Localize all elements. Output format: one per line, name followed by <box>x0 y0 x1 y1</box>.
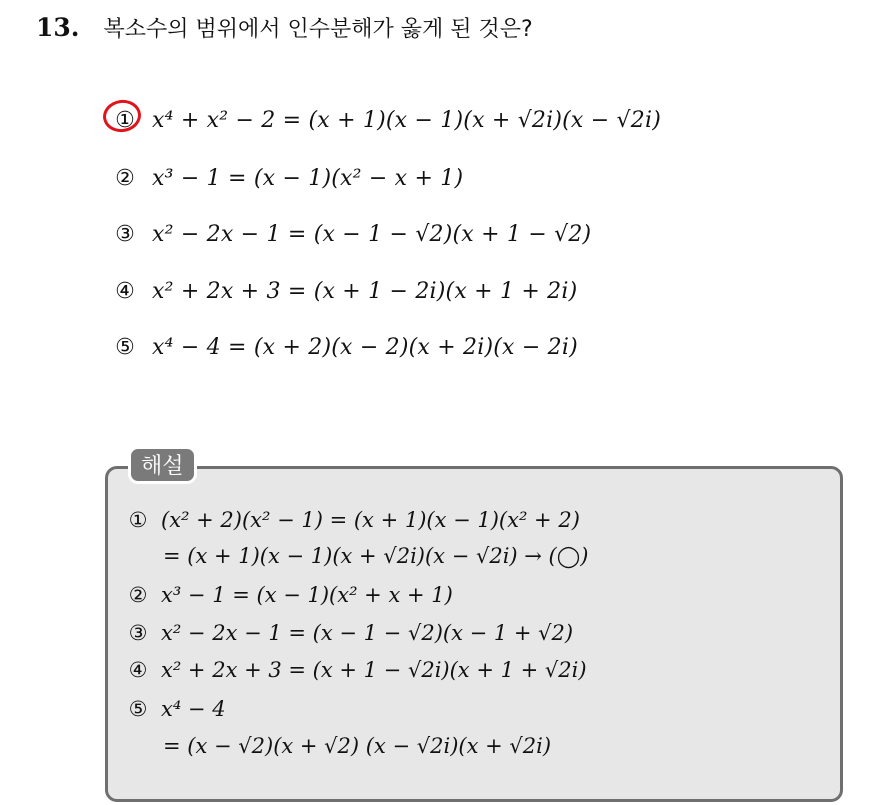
choice-expression: x² − 2x − 1 = (x − 1 − √2)(x + 1 − √2) <box>152 221 592 247</box>
choice-mark: ① <box>115 107 135 133</box>
solution-line-4 <box>125 617 573 649</box>
choice-1[interactable] <box>112 103 661 137</box>
choice-mark: ④ <box>115 278 135 304</box>
solution-label: 해설 <box>128 446 197 484</box>
choice-mark: ③ <box>115 221 135 247</box>
solution-mark: ③ <box>128 621 148 645</box>
solution-line-5 <box>125 654 587 686</box>
choice-5[interactable] <box>112 330 578 364</box>
question-text: 복소수의 범위에서 인수분해가 옳게 된 것은? <box>103 17 533 42</box>
choice-expression: x³ − 1 = (x − 1)(x² − x + 1) <box>152 165 464 191</box>
solution-mark: ④ <box>128 658 148 682</box>
solution-mark: ① <box>128 508 148 532</box>
solution-expression: = (x − √2)(x + √2) (x − √2i)(x + √2i) <box>163 734 552 758</box>
solution-line-6 <box>125 693 226 725</box>
solution-line-3 <box>125 579 453 611</box>
solution-line-7 <box>163 730 551 762</box>
solution-expression: x⁴ − 4 <box>161 697 226 721</box>
solution-expression: x² + 2x + 3 = (x + 1 − √2i)(x + 1 + √2i) <box>161 658 587 682</box>
solution-expression: = (x + 1)(x − 1)(x + √2i)(x − √2i) → (◯) <box>163 544 589 568</box>
question-header <box>36 12 533 46</box>
choice-expression: x⁴ + x² − 2 = (x + 1)(x − 1)(x + √2i)(x − √2i) <box>152 107 661 133</box>
choice-3[interactable] <box>112 217 591 251</box>
solution-mark: ② <box>128 583 148 607</box>
solution-expression: x² − 2x − 1 = (x − 1 − √2)(x − 1 + √2) <box>161 621 574 645</box>
solution-mark: ⑤ <box>128 697 148 721</box>
choice-mark: ② <box>115 165 135 191</box>
solution-expression: (x² + 2)(x² − 1) = (x + 1)(x − 1)(x² + 2) <box>161 508 580 532</box>
choice-mark: ⑤ <box>115 334 135 360</box>
choice-expression: x² + 2x + 3 = (x + 1 − 2i)(x + 1 + 2i) <box>152 278 578 304</box>
choice-4[interactable] <box>112 274 577 308</box>
solution-line-2 <box>163 540 588 572</box>
solution-expression: x³ − 1 = (x − 1)(x² + x + 1) <box>161 583 453 607</box>
choice-expression: x⁴ − 4 = (x + 2)(x − 2)(x + 2i)(x − 2i) <box>152 334 578 360</box>
question-number: 13. <box>36 13 80 42</box>
choice-2[interactable] <box>112 161 463 195</box>
solution-line-1 <box>125 504 580 536</box>
